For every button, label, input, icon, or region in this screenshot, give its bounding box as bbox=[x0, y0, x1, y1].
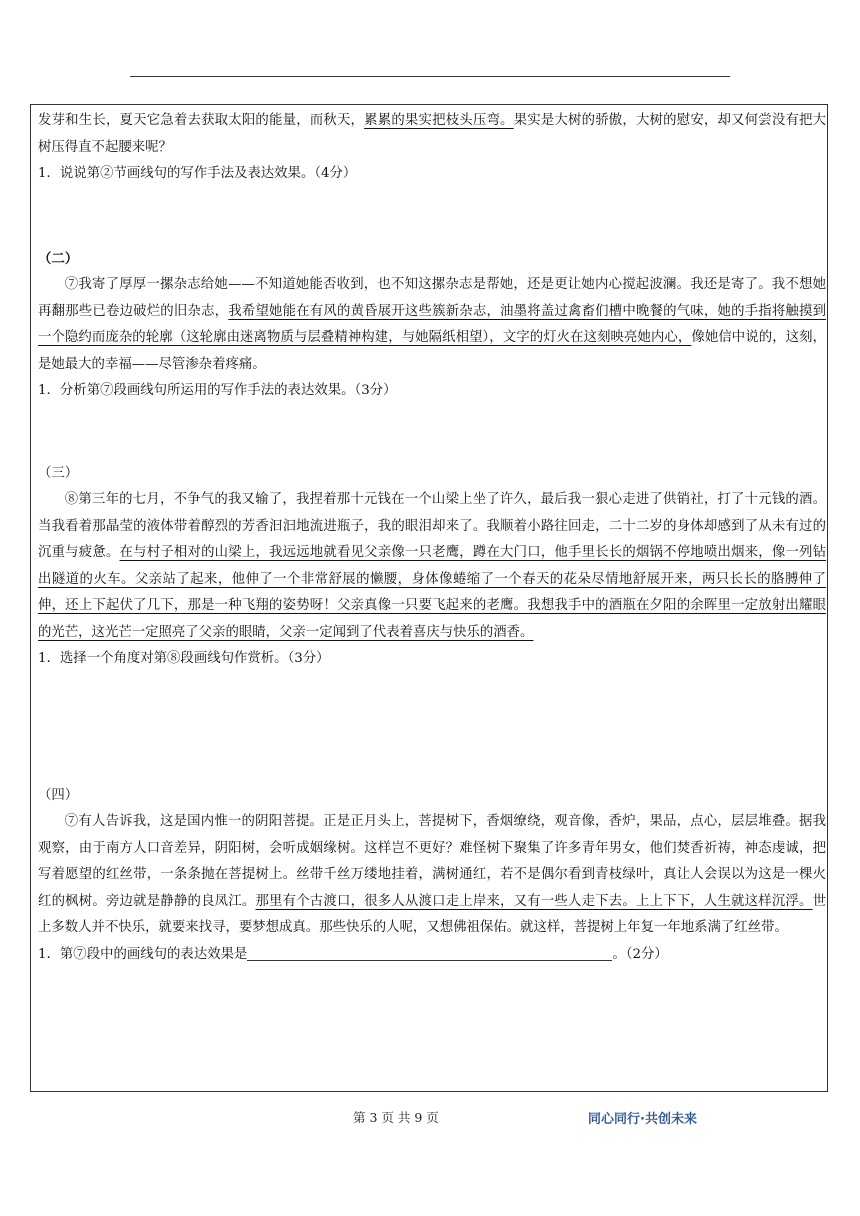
question-2: 1．分析第⑦段画线句所运用的写作手法的表达效果。（3分） bbox=[38, 383, 397, 398]
question-1: 1．说说第②节画线句的写作手法及表达效果。（4分） bbox=[38, 166, 357, 181]
passage-text: ⑦有人告诉我，这是国内惟一的阴阳菩提。正是正月头上，菩提树下，香烟缭绕，观音像，香炉，果品，点心，层层堆叠。据我观察，由于南方人口音差异，阴阳树，会听成姻缘树。这样岂不更好？难怪树下聚集了许多青年男女，他们焚香祈祷，神态虔诚，把写着愿望的红丝带，一条条抛在菩提树上。丝带千丝万缕地挂着，满树通红，若不是偶尔看到青枝绿叶，真让人会误以为这是一棵火红的枫树。旁边就是静静的良凤江。 bbox=[38, 814, 826, 909]
question-score: 。（2分） bbox=[612, 946, 668, 962]
section-heading: （三） bbox=[38, 465, 79, 481]
underlined-sentence: 累累的果实把枝头压弯。 bbox=[364, 113, 514, 128]
underlined-sentence: 在与村子相对的山梁上，我远远地就看见父亲像一只老鹰，蹲在大门口，他手里长长的烟锅不停地喷出烟来，像一列钻出隧道的火车。父亲站了起来，他伸了一个非常舒展的懒腰，身体像蜷缩了一个春天的花朵尽情地舒展开来，两只长长的胳膊伸了伸，还上下起伏了几下，那是一种飞翔的姿势呀！父亲真像一只要飞起来的老鹰。我想我手中的酒瓶在夕阳的余晖里一定放射出耀眼的光芒，这光芒一定照亮了父亲的眼睛，父亲一定闻到了代表着喜庆与快乐的酒香。 bbox=[38, 545, 827, 640]
header-rule bbox=[130, 76, 730, 77]
answer-space bbox=[38, 405, 826, 461]
document-body bbox=[38, 108, 826, 968]
passage-text: ⑧第三年的七月，不争气的我又输了，我捏着那十元钱在一个山梁上坐了许久，最后我一狠心走进了供销社，打了十元钱的酒。当我看着那晶莹的液体带着醇烈的芳香汩汩地流进瓶子，我的眼泪却来了。我顺着小路往回走，二十二岁的身体却感到了从未有过的沉重与疲惫。 bbox=[38, 492, 826, 560]
footer-slogan: 同心同行·共创未来 bbox=[588, 1112, 697, 1127]
section-2 bbox=[38, 246, 826, 461]
question-3: 1．选择一个角度对第⑧段画线句作赏析。（3分） bbox=[38, 651, 330, 666]
passage-text: ⑦我寄了厚厚一摞杂志给她——不知道她能否收到，也不知这摞杂志是帮她，还是更让她内心搅起波澜。我还是寄了。我不想她再翻那些已卷边破烂的旧杂志， bbox=[38, 277, 826, 319]
passage-text: 世上多数人并不快乐，就要来找寻，要梦想成真。那些快乐的人呢，又想佛祖保佑。就这样，菩提树上年复一年地系满了红丝带。 bbox=[38, 893, 827, 935]
passage-2 bbox=[38, 272, 826, 378]
question-text: 1．第⑦段中的画线句的表达效果是 bbox=[38, 946, 248, 962]
answer-space bbox=[38, 188, 826, 246]
question-4 bbox=[38, 942, 826, 969]
passage-text: 像她信中说的，这刻，是她最大的幸福——尽管渗杂着疼痛。 bbox=[38, 330, 827, 372]
answer-space bbox=[38, 673, 826, 783]
section-3 bbox=[38, 461, 826, 783]
passage-text: 发芽和生长，夏天它急着去获取太阳的能量，而秋天， bbox=[38, 113, 365, 128]
page-number: 第 3 页 共 9 页 bbox=[353, 1110, 439, 1125]
underlined-sentence: 我希望她能在有风的黄昏展开这些簇新杂志，油墨将盖过禽畜们槽中晚餐的气味，她的手指将触摸到一个隐约而庞杂的轮廓（这轮廓由迷离物质与层叠精神构建，与她隔纸相望），文字的灯火在这刻映亮她内心， bbox=[38, 303, 827, 345]
passage-4 bbox=[38, 809, 826, 942]
section-heading: （四） bbox=[38, 787, 79, 803]
passage-text: 果实是大树的骄傲，大树的慰安，却又何尝没有把大树压得直不起腰来呢？ bbox=[38, 113, 827, 155]
passage-1 bbox=[38, 108, 826, 161]
section-1 bbox=[38, 108, 826, 246]
passage-3 bbox=[38, 487, 826, 646]
underlined-sentence: 那里有个古渡口，很多人从渡口走上岸来，又有一些人走下去。上上下下，人生就这样沉浮。 bbox=[255, 893, 813, 909]
section-heading: （二） bbox=[38, 250, 79, 267]
answer-blank[interactable] bbox=[247, 944, 612, 961]
section-4 bbox=[38, 783, 826, 969]
